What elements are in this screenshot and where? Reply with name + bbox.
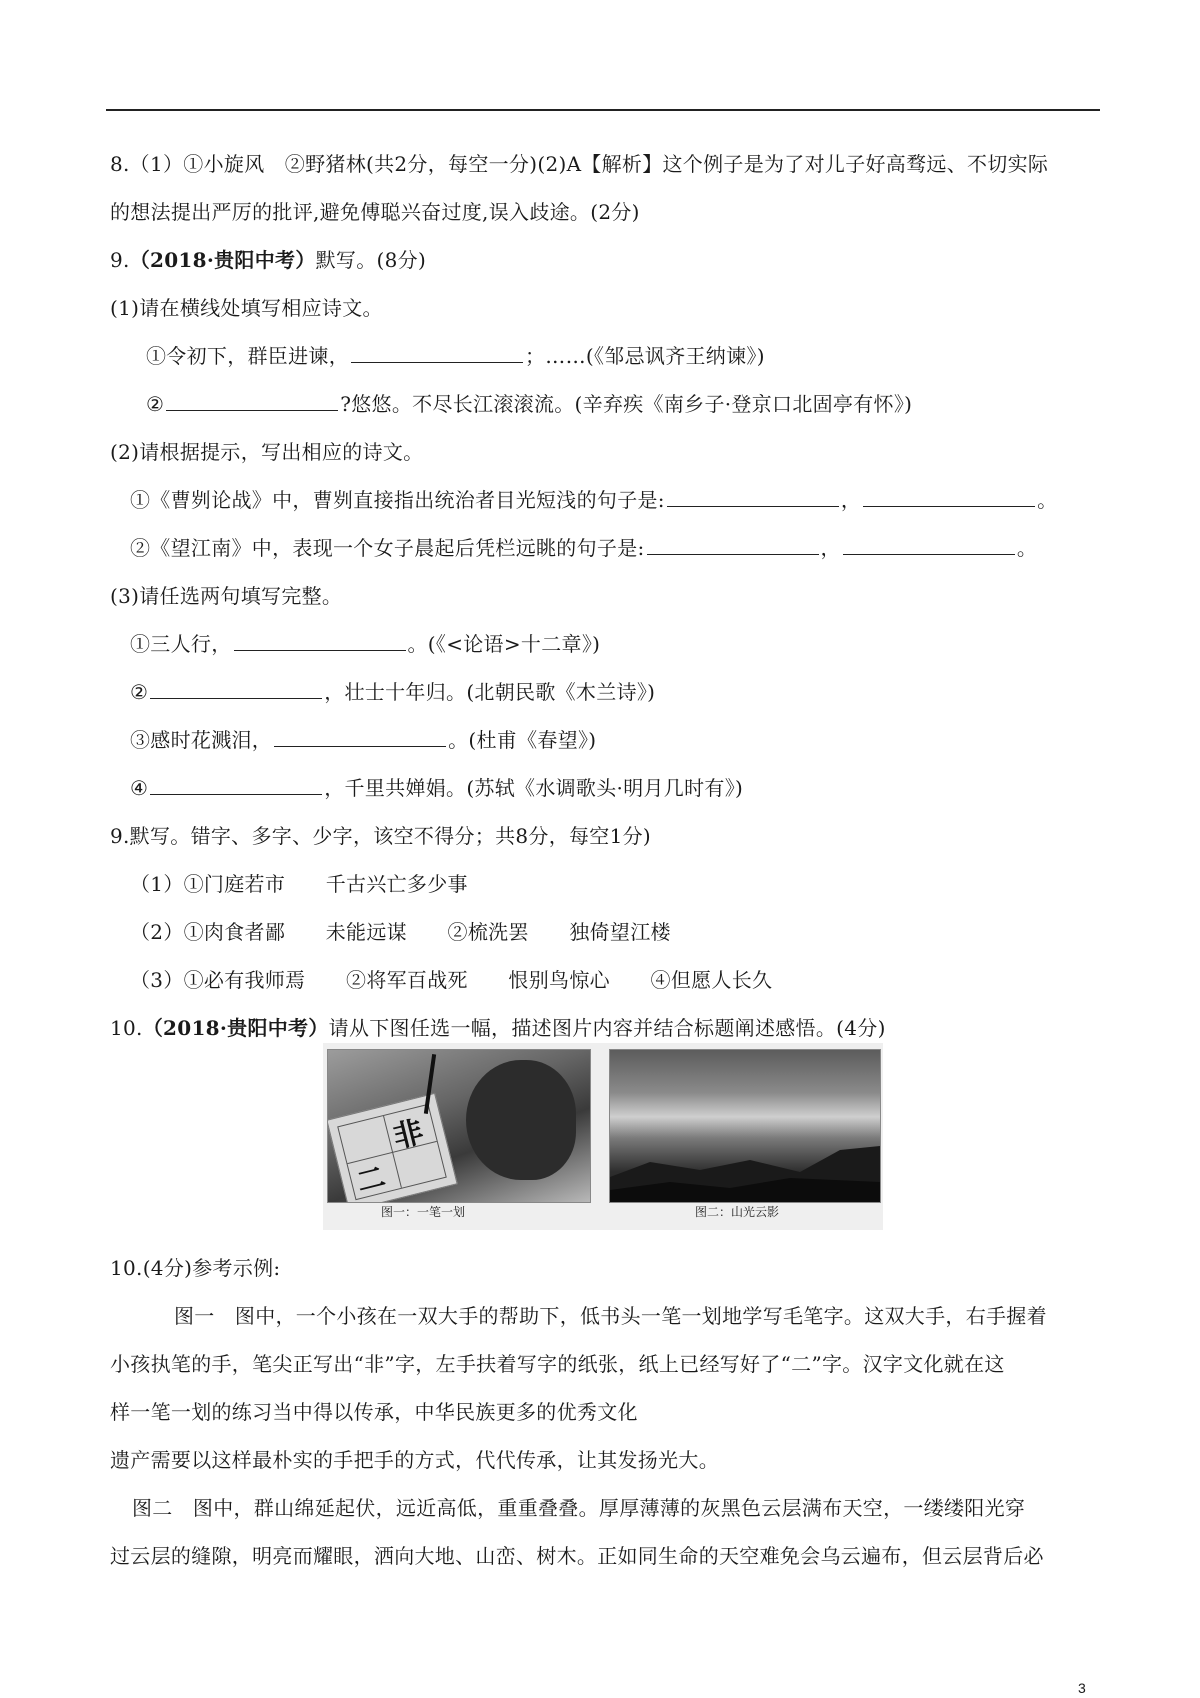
answer10-p1-line3: 样一笔一划的练习当中得以传承，中华民族更多的优秀文化 — [110, 1400, 638, 1424]
question9-part2-item2 — [130, 534, 1037, 562]
item-text: ，壮士十年归。(北朝民歌《木兰诗》) — [324, 680, 656, 704]
question9-part3-item3 — [130, 726, 596, 754]
answer-blank[interactable] — [150, 776, 322, 795]
answer-blank[interactable] — [843, 536, 1015, 555]
question9-part1-heading: (1)请在横线处填写相应诗文。 — [110, 296, 383, 320]
item-text: ③感时花溅泪， — [130, 728, 273, 752]
answer-blank[interactable] — [351, 344, 523, 363]
calligraphy-glyph: 二 — [353, 1159, 389, 1199]
question9-part3-item2 — [130, 678, 655, 706]
question9-header — [110, 246, 426, 274]
item-text: ②《望江南》中，表现一个女子晨起后凭栏远眺的句子是: — [130, 536, 645, 560]
answer-blank[interactable] — [667, 488, 839, 507]
item-text: ；……(《邹忌讽齐王纳谏》) — [525, 344, 765, 368]
answer-blank[interactable] — [150, 680, 322, 699]
question9-part3-heading: (3)请任选两句填写完整。 — [110, 584, 343, 608]
answer9-heading: 9.默写。错字、多字、少字，该空不得分；共8分，每空1分) — [110, 824, 652, 848]
item-text: ， — [840, 488, 862, 512]
figure2-caption: 图二：山光云影 — [695, 1205, 780, 1219]
answer10-p1-line4: 遗产需要以这样最朴实的手把手的方式，代代传承，让其发扬光大。 — [110, 1448, 719, 1472]
page-number: 3 — [1078, 1680, 1086, 1696]
question10-title: 请从下图任选一幅，描述图片内容并结合标题阐述感悟。(4分) — [328, 1016, 886, 1040]
question9-title: 默写。(8分) — [315, 248, 427, 272]
answer8-line2: 的想法提出严厉的批评,避免傅聪兴奋过度,误入歧途。(2分) — [110, 200, 640, 224]
question9-number: 9. — [110, 248, 130, 272]
item-text: ，千里共婵娟。(苏轼《水调歌头·明月几时有》) — [324, 776, 744, 800]
calligraphy-glyph: 非 — [389, 1114, 428, 1156]
item-text: 。(《<论语>十二章》) — [407, 632, 601, 656]
figure2-landscape-photo — [609, 1049, 881, 1203]
question9-part1-item1 — [146, 342, 765, 370]
answer-blank[interactable] — [274, 728, 446, 747]
item-text: ①《曹刿论战》中，曹刿直接指出统治者目光短浅的句子是: — [130, 488, 665, 512]
item-text: ② — [130, 680, 149, 704]
item-text: 。(杜甫《春望》) — [448, 728, 597, 752]
question10-figure — [323, 1043, 883, 1230]
question10-header — [110, 1014, 886, 1042]
answer9-line3: （3）①必有我师焉 ②将军百战死 恨别鸟惊心 ④但愿人长久 — [130, 968, 773, 992]
answer10-p1-line2: 小孩执笔的手，笔尖正写出“非”字，左手扶着写字的纸张，纸上已经写好了“二”字。汉字文化就在这 — [110, 1352, 1005, 1376]
figure1-caption: 图一：一笔一划 — [381, 1205, 466, 1219]
answer-blank[interactable] — [647, 536, 819, 555]
answer10-p2-line2: 过云层的缝隙，明亮而耀眼，洒向大地、山峦、树木。正如同生命的天空难免会乌云遍布，但云层背后必 — [110, 1544, 1044, 1568]
answer8-line1: 8.（1）①小旋风 ②野猪林(共2分，每空一分)(2)A【解析】这个例子是为了对儿子好高骛远、不切实际 — [110, 152, 1049, 176]
answer10-p1-line1: 图一 图中，一个小孩在一双大手的帮助下，低书头一笔一划地学写毛笔字。这双大手，右手握着 — [174, 1304, 1047, 1328]
item-text: ， — [820, 536, 841, 560]
question9-source: （2018·贵阳中考） — [129, 248, 316, 272]
answer-blank[interactable] — [166, 392, 338, 411]
question9-part3-item4 — [130, 774, 743, 802]
question9-part1-item2 — [146, 390, 912, 418]
calligraphy-paper — [327, 1093, 458, 1203]
question9-part2-item1 — [130, 486, 1057, 514]
item-text: ④ — [130, 776, 149, 800]
answer9-line2: （2）①肉食者鄙 未能远谋 ②梳洗罢 独倚望江楼 — [130, 920, 671, 944]
answer-blank[interactable] — [863, 488, 1035, 507]
question9-part3-item1 — [130, 630, 600, 658]
item-text: 。 — [1016, 536, 1038, 560]
question10-number: 10. — [110, 1016, 143, 1040]
item-text: ?悠悠。不尽长江滚滚流。(辛弃疾《南乡子·登京口北固亭有怀》) — [340, 392, 913, 416]
header-rule — [106, 109, 1100, 111]
answer-blank[interactable] — [234, 632, 406, 651]
question10-source: （2018·贵阳中考） — [142, 1016, 329, 1040]
item-text: ①三人行， — [130, 632, 232, 656]
answer10-heading: 10.(4分)参考示例: — [110, 1256, 281, 1280]
item-text: ② — [146, 392, 165, 416]
question9-part2-heading: (2)请根据提示，写出相应的诗文。 — [110, 440, 424, 464]
child-head-shape — [466, 1060, 576, 1180]
answer9-line1: （1）①门庭若市 千古兴亡多少事 — [130, 872, 468, 896]
item-text: 。 — [1037, 488, 1058, 512]
answer10-p2-line1: 图二 图中，群山绵延起伏，远近高低，重重叠叠。厚厚薄薄的灰黑色云层满布天空，一缕缕阳光穿 — [132, 1496, 1026, 1520]
mountain-silhouette — [610, 1132, 880, 1202]
item-text: ①令初下，群臣进谏， — [146, 344, 349, 368]
figure1-calligraphy-photo — [327, 1049, 591, 1203]
